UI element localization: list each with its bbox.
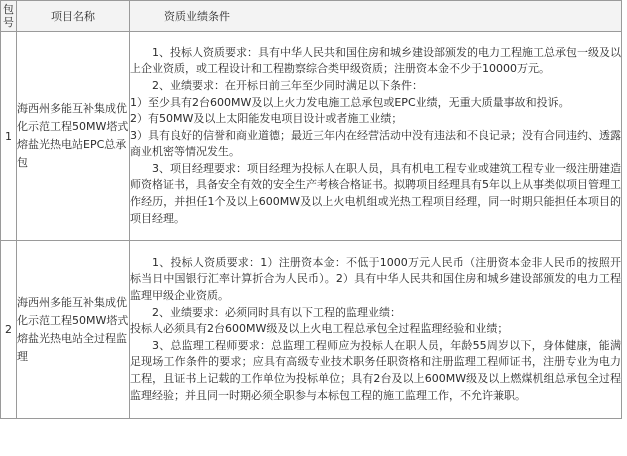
condition-paragraph: 3、项目经理要求：项目经理为投标人在职人员，具有机电工程专业或建筑工程专业一级注册建造师资格证书，具备安全有效的安全生产考核合格证书。拟聘项目经理具有5年以上从事类似项目管理工作经历，并担任1个及以上600MW及以上火电机组或光热工程项目经理，同一时期只能担任本项目的项目经理。: [130, 161, 621, 225]
header-package-no: 包号: [1, 1, 17, 32]
header-qualification-conditions: 资质业绩条件: [130, 1, 622, 32]
condition-paragraph: 2、业绩要求：必须同时具有以下工程的监理业绩：: [152, 305, 401, 319]
condition-paragraph: 2、业绩要求：在开标日前三年至少同时满足以下条件：: [152, 78, 423, 92]
package-no: 2: [1, 241, 17, 419]
condition-paragraph: 投标人必须具有2台600MW级及以上火电工程总承包全过程监理经验和业绩；: [130, 322, 509, 336]
table-row: [1, 32, 622, 241]
table-header-row: [1, 1, 622, 32]
condition-paragraph: 2）有50MW及以上太阳能发电项目设计或者施工业绩；: [130, 112, 403, 126]
condition-paragraph: 1、投标人资质要求：1）注册资本金：不低于1000万元人民币（注册资本金非人民币的按照开标当日中国银行汇率计算折合为人民币）。2）具有中华人民共和国住房和城乡建设部颁发的电力工程监理甲级企业资质。: [130, 255, 621, 303]
qualification-conditions: [130, 241, 622, 419]
package-no: 1: [1, 32, 17, 241]
project-name: 海西州多能互补集成优化示范工程50MW塔式熔盐光热电站EPC总承包: [17, 32, 130, 241]
condition-paragraph: 1、投标人资质要求：具有中华人民共和国住房和城乡建设部颁发的电力工程施工总承包一级及以上企业资质，或工程设计和工程勘察综合类甲级资质；注册资本金不少于10000万元。: [130, 45, 621, 76]
condition-paragraph: 3、总监理工程师要求：总监理工程师应为投标人在职人员，年龄55周岁以下，身体健康，能满足现场工作条件的要求；应具有高级专业技术职务任职资格和注册监理工程师证书，注册专业为电力工程，且证书上记载的工作单位为投标单位；具有2台及以上600MW级及以上燃煤机组总承包全过程监理经验；并且同一时期必须全职参与本标包工程的施工监理工作，不允许兼职。: [130, 338, 621, 402]
table-row: [1, 241, 622, 419]
condition-paragraph: 3）具有良好的信誉和商业道德；最近三年内在经营活动中没有违法和不良记录；没有合同违约、透露商业机密等情况发生。: [130, 128, 621, 159]
qualification-conditions: [130, 32, 622, 241]
header-project-name: 项目名称: [17, 1, 130, 32]
condition-paragraph: 1）至少具有2台600MW及以上火力发电施工总承包或EPC业绩，无重大质量事故和投诉。: [130, 95, 570, 109]
project-name: 海西州多能互补集成优化示范工程50MW塔式熔盐光热电站全过程监理: [17, 241, 130, 419]
